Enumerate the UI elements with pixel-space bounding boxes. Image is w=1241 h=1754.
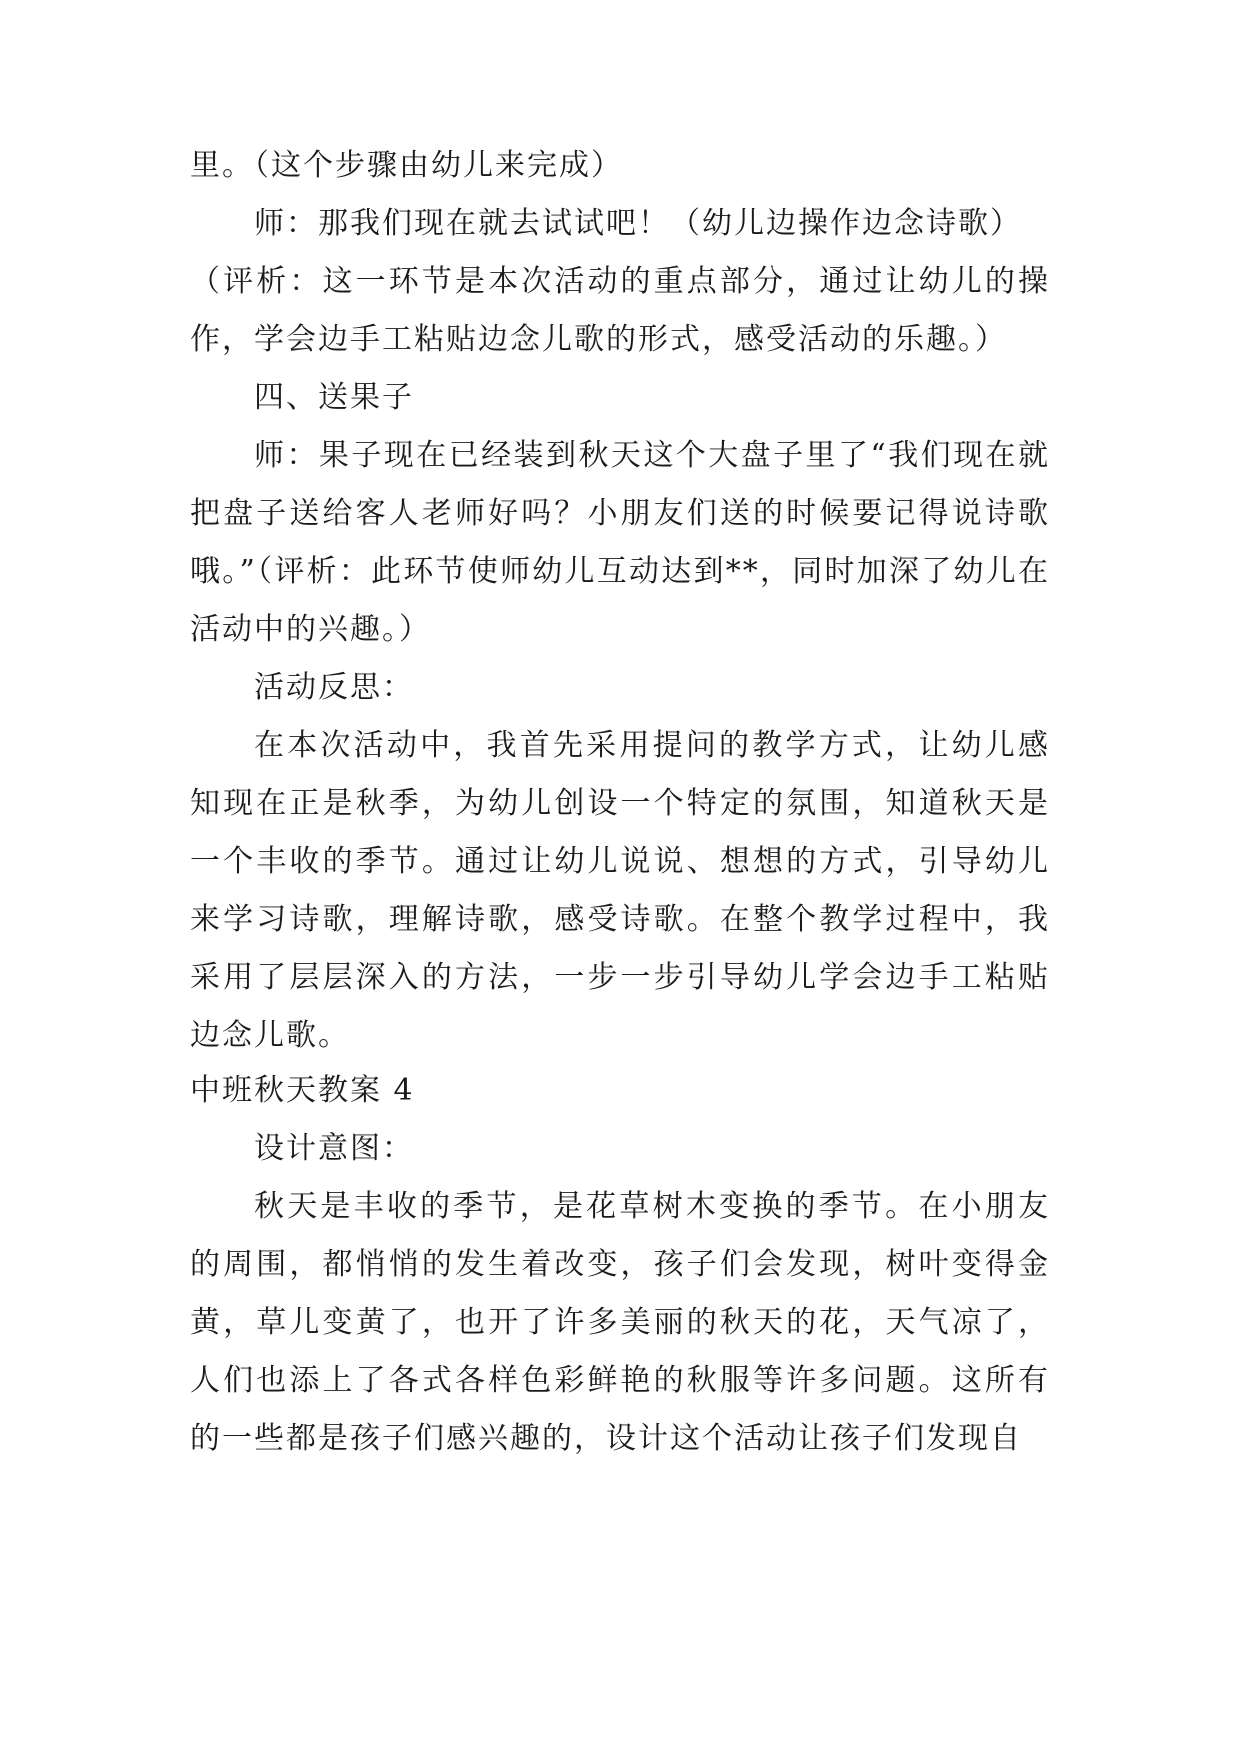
paragraph-teacher-send: 师：果子现在已经装到秋天这个大盘子里了“我们现在就把盘子送给客人老师好吗？小朋友们送的时候要记得说诗歌哦。”（评析：此环节使师幼儿互动达到**，同时加深了幼儿在活动中的兴趣。） [190,438,1050,647]
paragraph-analysis-1: （评析：这一环节是本次活动的重点部分，通过让幼儿的操作，学会边手工粘贴边念儿歌的形式，感受活动的乐趣。） [190,264,1050,357]
lesson-plan-title: 中班秋天教案 4 [190,1073,415,1108]
paragraph-teacher-try: 师：那我们现在就去试试吧！（幼儿边操作边念诗歌） [254,206,1022,241]
section-heading-send-fruit: 四、送果子 [254,380,414,415]
paragraph-continuation: 里。（这个步骤由幼儿来完成） [190,148,623,183]
reflection-paragraph: 在本次活动中，我首先采用提问的教学方式，让幼儿感知现在正是秋季，为幼儿创设一个特定的氛围，知道秋天是一个丰收的季节。通过让幼儿说说、想想的方式，引导幼儿来学习诗歌，理解诗歌，感受诗歌。在整个教学过程中，我采用了层层深入的方法，一步一步引导幼儿学会边手工粘贴边念儿歌。 [190,728,1050,1053]
reflection-heading: 活动反思： [254,670,414,705]
design-intent-heading: 设计意图： [254,1131,414,1166]
design-intent-paragraph: 秋天是丰收的季节，是花草树木变换的季节。在小朋友的周围，都悄悄的发生着改变，孩子们会发现，树叶变得金黄，草儿变黄了，也开了许多美丽的秋天的花，天气凉了，人们也添上了各式各样色彩鲜艳的秋服等许多问题。这所有的一些都是孩子们感兴趣的，设计这个活动让孩子们发现自 [190,1189,1050,1456]
